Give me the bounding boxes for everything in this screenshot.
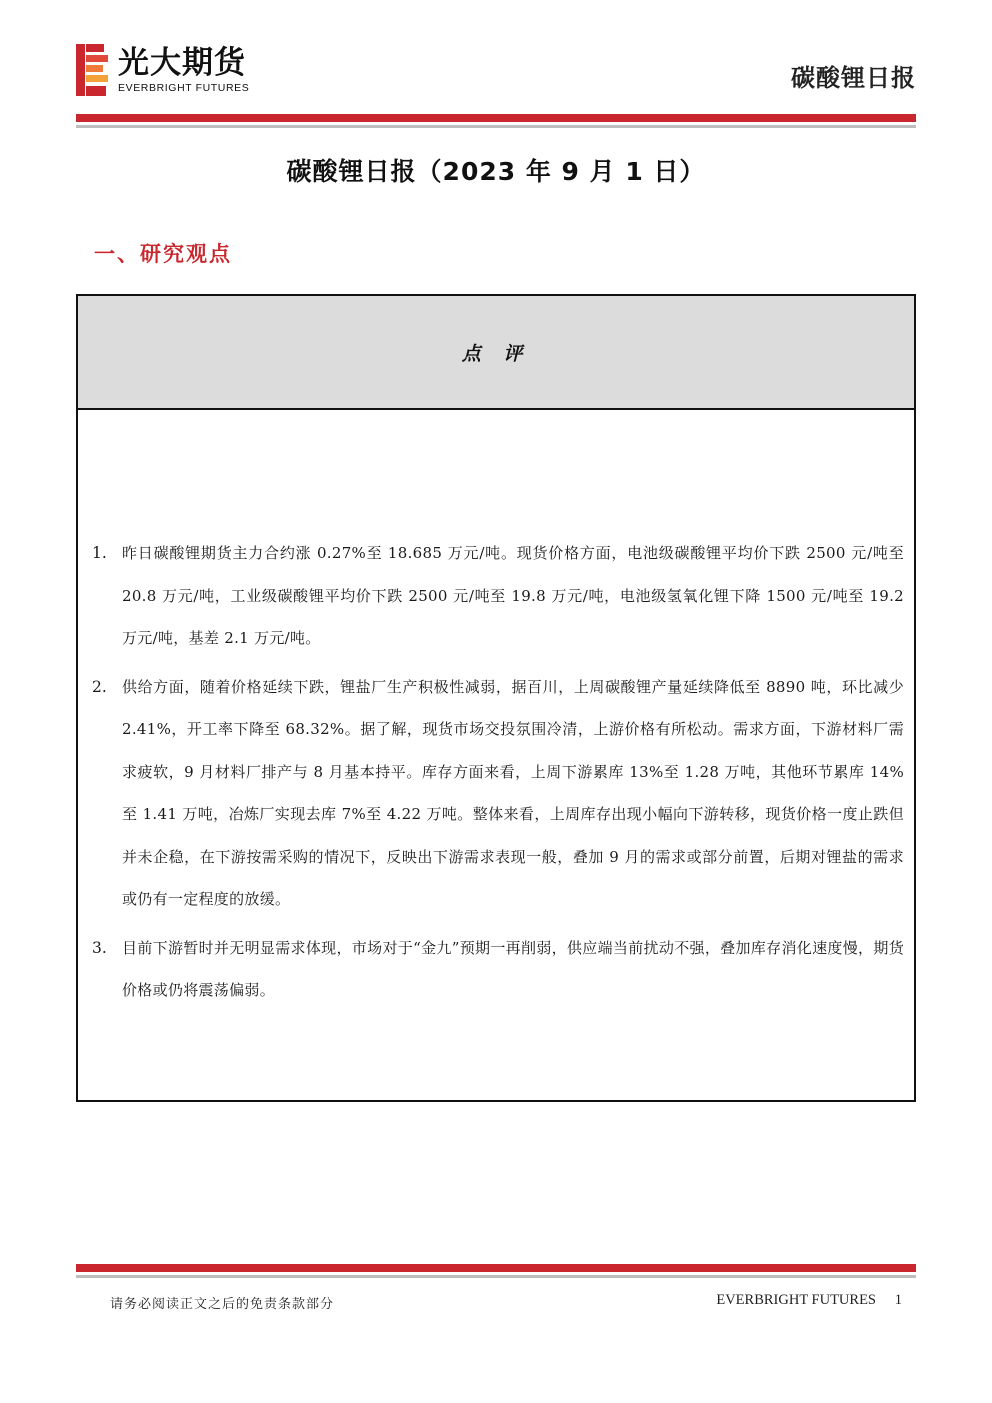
footer-red-rule [76,1264,916,1272]
section-heading: 一、研究观点 [94,242,232,266]
everbright-logo-icon [76,44,110,96]
footer-brand: EVERBRIGHT FUTURES [716,1292,876,1308]
comment-box-title: 点 评 [461,342,531,365]
list-item-number: 2. [92,677,107,696]
list-item [88,532,904,660]
header-report-title: 碳酸锂日报 [791,64,916,92]
list-item-number: 1. [92,544,107,562]
company-logo [76,44,296,100]
comment-box [76,294,916,1102]
list-item [88,666,904,921]
footer-grey-rule [76,1275,916,1278]
comment-box-body [78,410,914,1012]
list-item-text: 昨日碳酸锂期货主力合约涨 0.27%至 18.685 万元/吨。现货价格方面，电池级碳酸锂平均价下跌 2500 元/吨至 20.8 万元/吨，工业级碳酸锂平均价下跌 2500 元/吨至 19.8 万元/吨，电池级氢氧化锂下降 1500 元/吨至 19.2 万元/吨，基差 2.1 万元/吨。 [122,544,904,647]
list-item-text: 供给方面，随着价格延续下跌，锂盐厂生产积极性减弱，据百川，上周碳酸锂产量延续降低至 8890 吨，环比减少 2.41%，开工率下降至 68.32%。据了解，现货市场交投氛围冷清，上游价格有所松动。需求方面，下游材料厂需求疲软，9 月材料厂排产与 8 月基本持平。库存方面来看，上周下游累库 13%至 1.28 万吨，其他环节累库 14%至 1.41 万吨，冶炼厂实现去库 7%至 4.22 万吨。整体来看，上周库存出现小幅向下游转移，现货价格一度止跌但并未企稳，在下游按需采购的情况下，反映出下游需求表现一般，叠加 9 月的需求或部分前置，后期对锂盐的需求或仍有一定程度的放缓。 [122,677,904,908]
list-item-text: 目前下游暂时并无明显需求体现，市场对于“金九”预期一再削弱，供应端当前扰动不强，叠加库存消化速度慢，期货价格或仍将震荡偏弱。 [122,938,904,999]
logo-english-name: EVERBRIGHT FUTURES [118,82,250,94]
header-grey-rule [76,125,916,128]
list-item-number: 3. [92,938,107,957]
header-red-rule [76,114,916,122]
document-title: 碳酸锂日报（2023 年 9 月 1 日） [286,157,706,186]
page-number: 1 [894,1292,902,1308]
list-item [88,927,904,1012]
logo-chinese-name: 光大期货 [118,45,246,81]
footer-disclaimer: 请务必阅读正文之后的免责条款部分 [110,1297,335,1312]
comment-box-header [78,296,914,410]
